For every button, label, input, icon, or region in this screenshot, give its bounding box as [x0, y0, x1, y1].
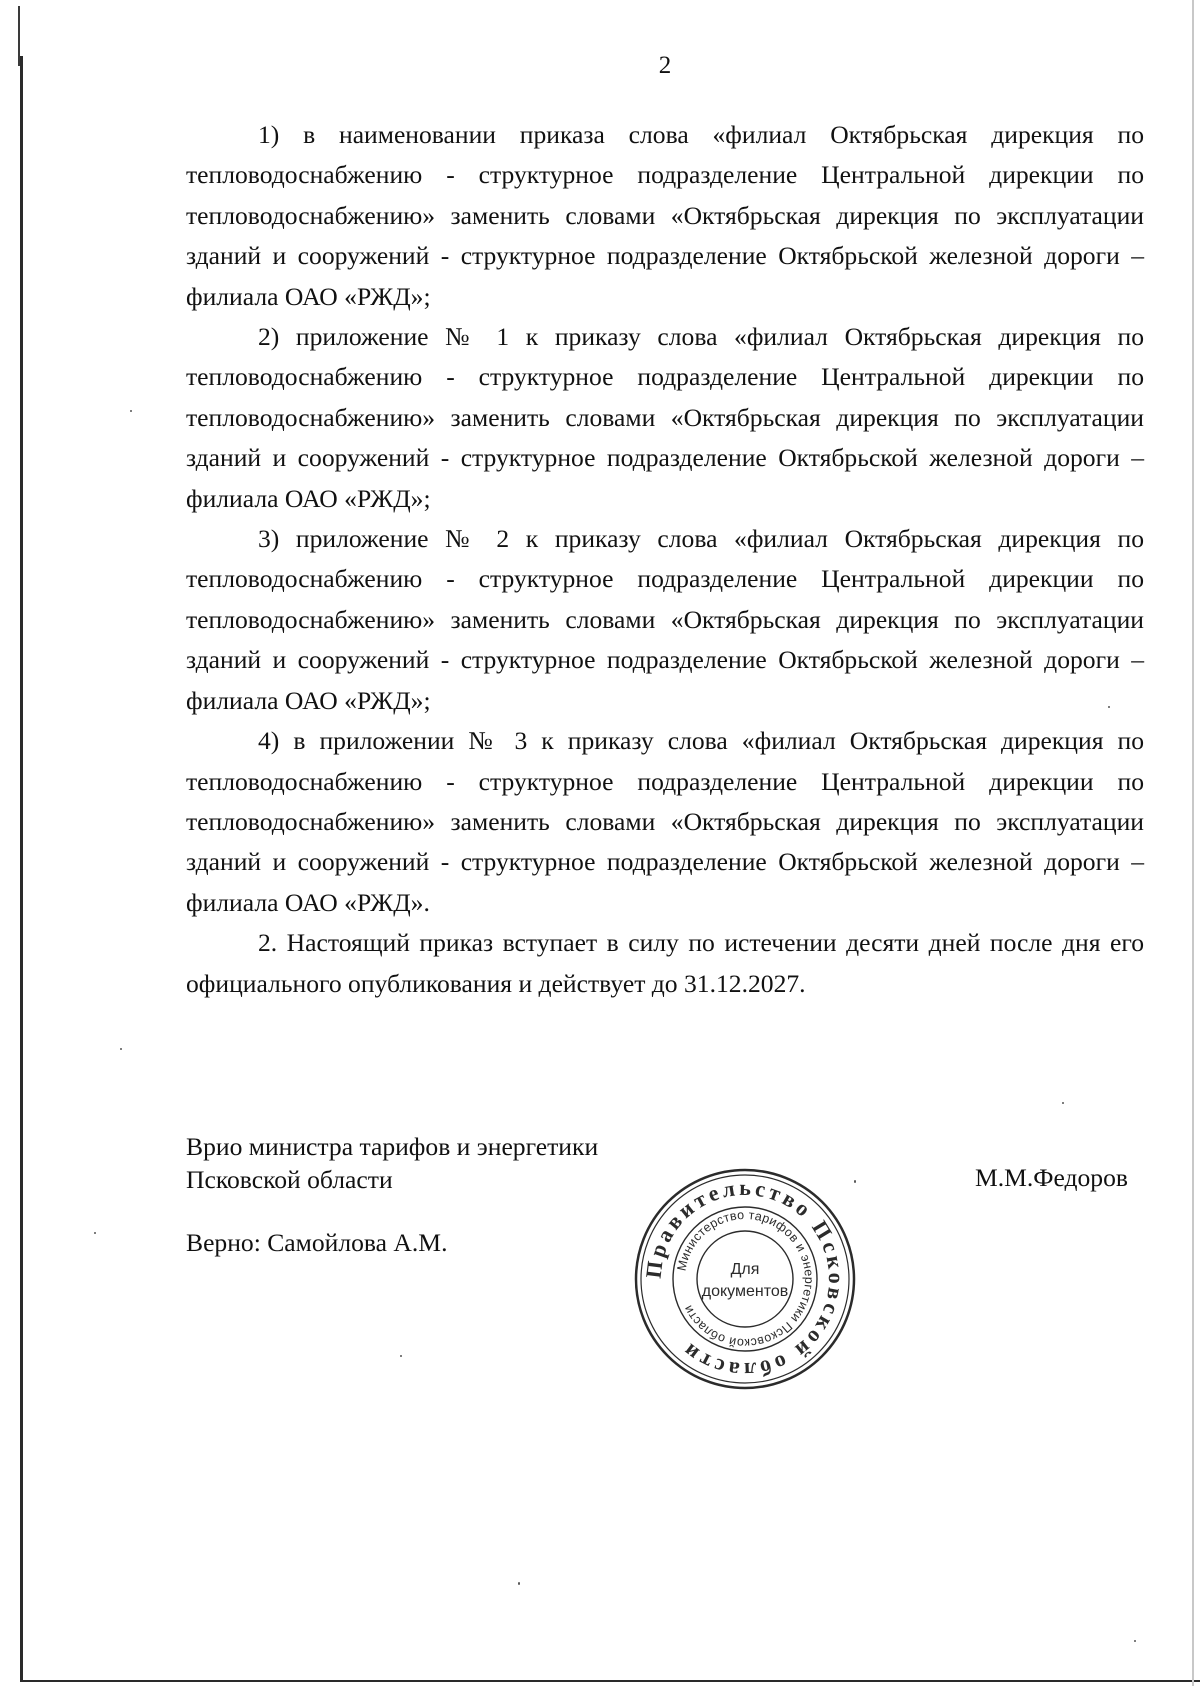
seal-graphic — [632, 1166, 858, 1392]
scan-right-border — [1192, 0, 1194, 1686]
scan-bottom-border — [20, 1680, 1200, 1682]
seal-outer-text: Правительство Псковской области — [640, 1174, 850, 1384]
position-line-2: Псковской области — [186, 1165, 393, 1194]
position-line-1: Врио министра тарифов и энергетики — [186, 1132, 599, 1161]
scan-speck — [854, 1180, 856, 1183]
signatory-position — [186, 1130, 598, 1196]
seal-inner-ring-text: Министерство тарифов и энергетики Псковской области — [674, 1207, 817, 1351]
paragraph-effective-date: 2. Настоящий приказ вступает в силу по истечении десяти дней после дня его официального опубликования и действует до 31.12.2027. — [186, 928, 1144, 998]
scan-speck — [120, 1048, 122, 1050]
document-body — [186, 115, 1144, 1004]
seal-outer-circle-inner — [641, 1175, 849, 1383]
page-number: 2 — [658, 52, 672, 79]
paragraph-item-1: 1) в наименовании приказа слова «филиал Октябрьская дирекция по тепловодоснабжению - структурное подразделение Центральной дирекции по тепловодоснабжению» заменить словами «Октябрьская дирекция по эксплуатации зданий и сооружений - структурное подразделение Октябрьской железной дороги – филиала ОАО «РЖД»; — [186, 120, 1144, 311]
scan-speck — [94, 1232, 96, 1234]
certified-copy-note: Верно: Самойлова А.М. — [186, 1228, 448, 1257]
seal-outer-circle — [636, 1170, 854, 1388]
seal-center-line-1: Для — [730, 1261, 760, 1278]
seal-middle-circle — [673, 1207, 817, 1351]
signatory-name: М.М.Федоров — [974, 1163, 1128, 1192]
scan-speck — [1134, 1640, 1136, 1642]
paragraph-item-2: 2) приложение № 1 к приказу слова «филиал Октябрьская дирекция по тепловодоснабжению - структурное подразделение Центральной дирекции по тепловодоснабжению» заменить словами «Октябрьская дирекция по эксплуатации зданий и сооружений - структурное подразделение Октябрьской железной дороги – филиала ОАО «РЖД»; — [186, 322, 1144, 513]
scan-left-border — [20, 56, 23, 1682]
seal-inner-circle — [697, 1231, 793, 1327]
paragraph-item-3: 3) приложение № 2 к приказу слова «филиал Октябрьская дирекция по тепловодоснабжению - структурное подразделение Центральной дирекции по тепловодоснабжению» заменить словами «Октябрьская дирекция по эксплуатации зданий и сооружений - структурное подразделение Октябрьской железной дороги – филиала ОАО «РЖД»; — [186, 524, 1144, 715]
scan-speck — [130, 410, 132, 412]
paragraph-item-4: 4) в приложении № 3 к приказу слова «филиал Октябрьская дирекция по тепловодоснабжению - структурное подразделение Центральной дирекции по тепловодоснабжению» заменить словами «Октябрьская дирекция по эксплуатации зданий и сооружений - структурное подразделение Октябрьской железной дороги – филиала ОАО «РЖД». — [186, 726, 1144, 917]
scan-speck — [1062, 1102, 1064, 1104]
seal-center-line-2: документов — [701, 1283, 789, 1300]
scan-speck — [1108, 706, 1110, 708]
scan-speck — [518, 1582, 520, 1585]
scan-speck — [400, 1355, 402, 1357]
official-seal-stamp — [632, 1166, 858, 1392]
